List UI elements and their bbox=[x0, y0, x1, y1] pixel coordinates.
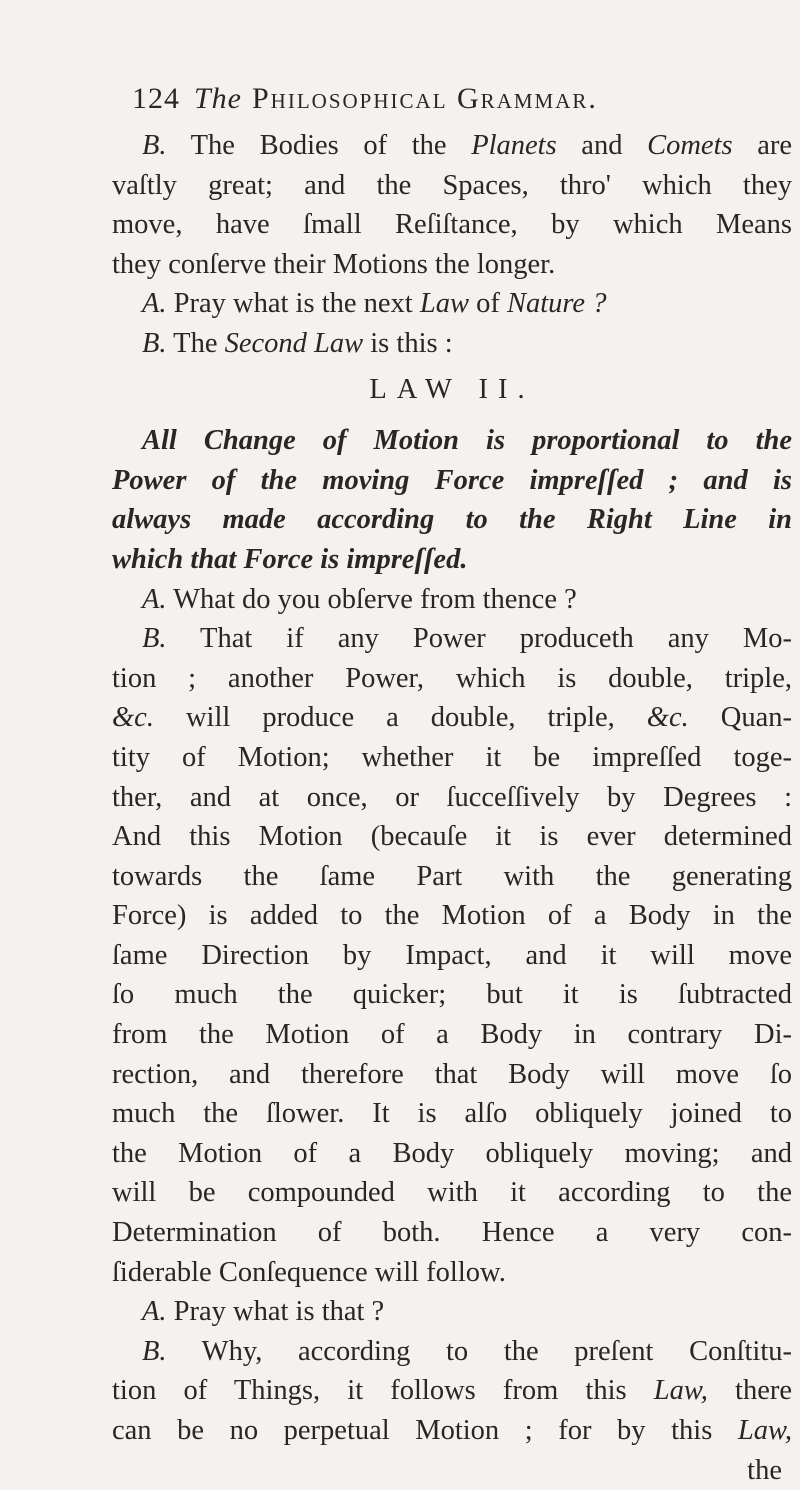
text-line: A. Pray what is that ? bbox=[142, 1296, 385, 1328]
text-line: move, have ſmall Reſiſtance, by which Means bbox=[112, 209, 792, 241]
text-line: tity of Motion; whether it be impreſſed toge- bbox=[112, 741, 792, 773]
catchword: the bbox=[747, 1454, 782, 1486]
law-line: Power of the moving Force impreſſed ; and is bbox=[112, 464, 792, 496]
law-line: always made according to the Right Line in bbox=[112, 504, 792, 536]
law-line: which that Force is impreſſed. bbox=[112, 543, 468, 575]
text-line: towards the ſame Part with the generating bbox=[112, 860, 792, 892]
text-line: tion of Things, it follows from this Law, there bbox=[112, 1375, 792, 1407]
text-line: B. The Second Law is this : bbox=[142, 327, 453, 359]
text-line: A. What do you obſerve from thence ? bbox=[142, 583, 577, 615]
text-line: much the ſlower. It is alſo obliquely joined to bbox=[112, 1098, 792, 1130]
text-line: Determination of both. Hence a very con- bbox=[112, 1217, 792, 1249]
text-line: vaſtly great; and the Spaces, thro' which they bbox=[112, 169, 792, 201]
text-line: they conſerve their Motions the longer. bbox=[112, 248, 556, 280]
text-line: the Motion of a Body obliquely moving; and bbox=[112, 1137, 792, 1169]
text-line: can be no perpetual Motion ; for by this Law, bbox=[112, 1415, 792, 1446]
book-title: Philosophical Grammar. bbox=[252, 82, 598, 115]
page-body bbox=[112, 126, 792, 1490]
running-header bbox=[132, 82, 598, 116]
text-line: And this Motion (becauſe it is ever determined bbox=[112, 821, 792, 853]
text-line: ſame Direction by Impact, and it will move bbox=[112, 939, 792, 971]
text-line: B. Why, according to the preſent Conſtitu- bbox=[142, 1335, 792, 1367]
law-heading: LAW II. bbox=[369, 373, 535, 405]
text-line: rection, and therefore that Body will move ſo bbox=[112, 1058, 792, 1090]
header-the: The bbox=[194, 82, 242, 115]
text-line: A. Pray what is the next Law of Nature ? bbox=[142, 288, 607, 320]
text-line: will be compounded with it according to the bbox=[112, 1177, 792, 1209]
law-line: All Change of Motion is proportional to the bbox=[142, 425, 792, 457]
text-line: ſiderable Conſequence will follow. bbox=[112, 1256, 506, 1288]
text-line: ſo much the quicker; but it is ſubtracted bbox=[112, 979, 792, 1011]
text-line: Force) is added to the Motion of a Body in the bbox=[112, 900, 792, 932]
text-line: B. The Bodies of the Planets and Comets are bbox=[142, 130, 793, 161]
text-line: tion ; another Power, which is double, triple, bbox=[112, 662, 792, 694]
text-line: from the Motion of a Body in contrary Di- bbox=[112, 1019, 792, 1051]
text-line: &c. will produce a double, triple, &c. Quan- bbox=[112, 702, 792, 734]
text-line: ther, and at once, or ſucceſſively by Degrees : bbox=[112, 781, 792, 813]
page-number: 124 bbox=[132, 82, 180, 115]
law-statement bbox=[112, 421, 792, 579]
text-line: B. That if any Power produceth any Mo- bbox=[142, 623, 792, 655]
